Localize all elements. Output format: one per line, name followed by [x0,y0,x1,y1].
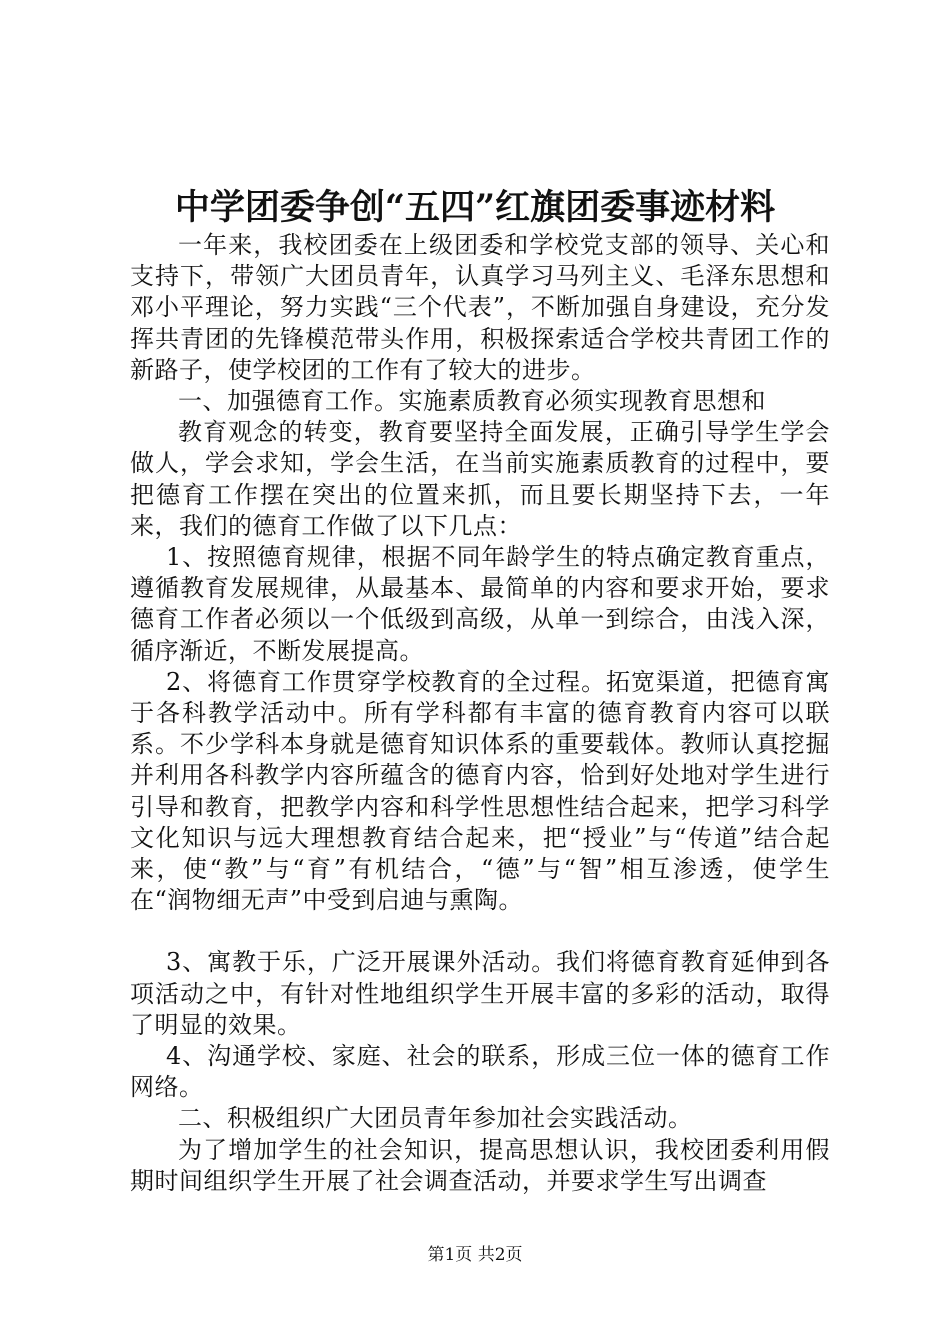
paragraph-section-2-heading: 二、积极组织广大团员青年参加社会实践活动。 [178,1104,693,1133]
document-body [130,230,830,1197]
paragraph-section-2-body: 为了增加学生的社会知识，提高思想认识，我校团委利用假期时间组织学生开展了社会调查活动，并要求学生写出调查 [130,1135,830,1195]
paragraph-item-3: 3、寓教于乐，广泛开展课外活动。我们将德育教育延伸到各项活动之中，有针对性地组织学生开展丰富的多彩的活动，取得了明显的效果。 [130,948,830,1039]
paragraph-intro: 一年来，我校团委在上级团委和学校党支部的领导、关心和支持下，带领广大团员青年，认真学习马列主义、毛泽东思想和邓小平理论，努力实践“三个代表”，不断加强自身建设，充分发挥共青团的先锋模范带头作用，积极探索适合学校共青团工作的新路子，使学校团的工作有了较大的进步。 [130,231,830,384]
paragraph-section-1-heading: 一、加强德育工作。实施素质教育必须实现教育思想和 [178,387,766,416]
document-title: 中学团委争创“五四”红旗团委事迹材料 [174,187,776,228]
paragraph-item-4: 4、沟通学校、家庭、社会的联系，形成三位一体的德育工作网络。 [130,1042,830,1102]
paragraph-item-2: 2、将德育工作贯穿学校教育的全过程。拓宽渠道，把德育寓于各科教学活动中。所有学科都有丰富的德育教育内容可以联系。不少学科本身就是德育知识体系的重要载体。教师认真挖掘并利用各科教学内容所蕴含的德育内容，恰到好处地对学生进行引导和教育，把教学内容和科学性思想性结合起来，把学习科学文化知识与远大理想教育结合起来，把“授业”与“传道”结合起来，使“教”与“育”有机结合，“德”与“智”相互渗透，使学生在“润物细无声”中受到启迪与熏陶。 [130,667,830,915]
paragraph-section-1-body: 教育观念的转变，教育要坚持全面发展，正确引导学生学会做人，学会求知，学会生活，在当前实施素质教育的过程中，要把德育工作摆在突出的位置来抓，而且要长期坚持下去，一年来，我们的德育工作做了以下几点： [130,418,830,540]
page-number: 第1页 共2页 [427,1245,523,1265]
paragraph-item-1: 1、按照德育规律，根据不同年龄学生的特点确定教育重点，遵循教育发展规律，从最基本、最简单的内容和要求开始，要求德育工作者必须以一个低级到高级，从单一到综合，由浅入深，循序渐近，不断发展提高。 [130,543,830,665]
